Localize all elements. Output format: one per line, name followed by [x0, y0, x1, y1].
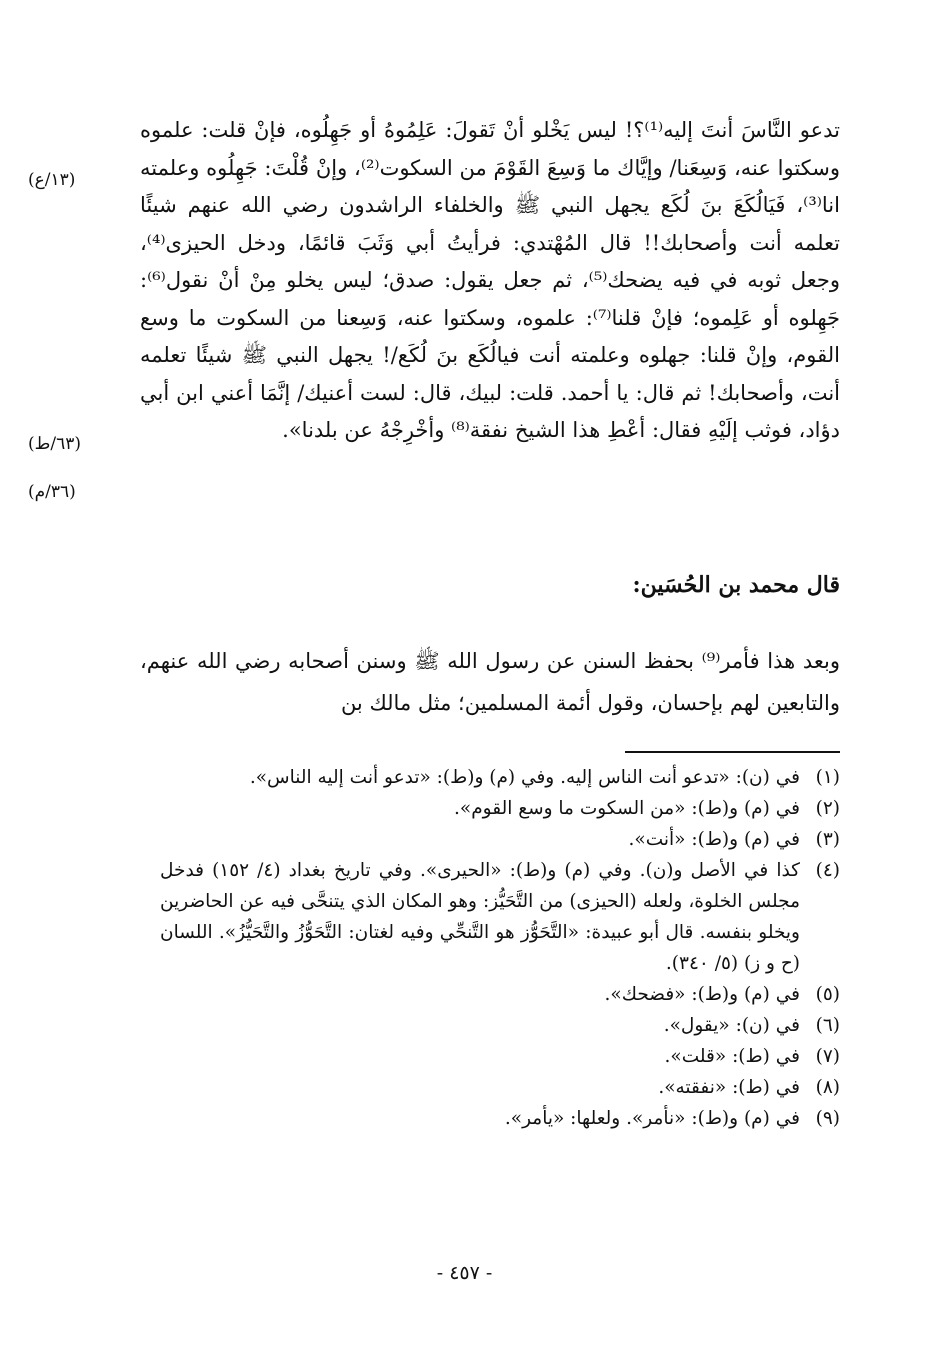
- footnote: [160, 824, 840, 855]
- footnote-number: (٢): [815, 798, 840, 819]
- footnote-text: في (ط): «نفقته».: [658, 1077, 800, 1098]
- footnote-text: في (م) و(ط): «من السكوت ما وسع القوم».: [454, 798, 800, 819]
- main-text-block: [140, 112, 840, 450]
- footnote-number: (٩): [815, 1108, 840, 1129]
- continuation-paragraph: وبعد هذا فأمر⁽⁹⁾ بحفظ السنن عن رسول الله ﷺ وسنن أصحابه رضي الله عنهم، والتابعين لهم بإحسان، وقول أئمة المسلمين؛ مثل مالك بن: [140, 649, 840, 715]
- footnote-text: في (ن): «يقول».: [663, 1015, 800, 1036]
- footnote: [160, 1041, 840, 1072]
- footnote: [160, 1103, 840, 1134]
- footnotes: [160, 762, 840, 1134]
- footnote: [160, 855, 840, 979]
- footnote-number: (٨): [815, 1077, 840, 1098]
- footnote-text: في (م) و(ط): «أنت».: [628, 829, 800, 850]
- body-paragraph: تدعو النَّاسَ أنتَ إليه⁽¹⁾؟! ليس يَخْلو أنْ تَقولَ: عَلِمُوهُ أو جَهِلُوه، فإنْ قلت: علموه وسكتوا عنه، وَسِعَنا/ وإيَّاك ما وَسِعَ القَوْمَ من السكوت⁽²⁾، وإنْ قُلْتَ: جَهِلُوه وعلمته انا⁽³⁾، فَيَالُكَعَ بنَ لُكَع يجهل النبي ﷺ والخلفاء الراشدون رضي الله عنهم شيئًا تعلمه أنت وأصحابك!! قال المُهْتدي: فرأيتُ أبي وَثَبَ قائمًا، ودخل الحيزى⁽⁴⁾، وجعل ثوبه في فيه يضحك⁽⁵⁾، ثم جعل يقول: صدق؛ ليس يخلو مِنْ أنْ نقول⁽⁶⁾: جَهِلوه أو عَلِموه؛ فإنْ قلنا⁽⁷⁾: علموه، وسكتوا عنه، وَسِعنا من السكوت ما وسع القوم، وإنْ قلنا: جهلوه وعلمته أنت فيالُكَع بنَ لُكَع/! يجهل النبي ﷺ شيئًا تعلمه أنت، وأصحابك! ثم قال: يا أحمد. قلت: لبيك، قال: لست أعنيك/ إنَّمَا أعني ابن أبي دؤاد، فوثب إلَيْهِ فقال: أعْطِ هذا الشيخ نفقة⁽⁸⁾ وأخْرِجْهُ عن بلدنا».: [140, 118, 840, 442]
- footnote-number: (٣): [815, 829, 840, 850]
- footnote-number: (٥): [815, 984, 840, 1005]
- margin-reference: (٣٦/م): [28, 482, 76, 502]
- footnote-divider: [625, 751, 840, 753]
- footnote-text: في (م) و(ط): «فضحك».: [604, 984, 800, 1005]
- footnote-text: كذا في الأصل و(ن). وفي (م) و(ط): «الحيرى». وفي تاريخ بغداد (٤/ ١٥٢) فدخل مجلس الخلوة، ولعله (الحيزى) من التَّحَيُّز: وهو المكان الذي يتنحَّى فيه عن الحاضرين ويخلو بنفسه. قال أبو عبيدة: «التَّحَوُّز هو التَّنحِّي وفيه لغتان: التَّحَوُّزُ والتَّحَيُّزُ». اللسان (ح و ز) (٥/ ٣٤٠).: [160, 860, 800, 974]
- margin-reference: (١٣/ع): [28, 170, 76, 190]
- footnote: [160, 979, 840, 1010]
- margin-reference: (٦٣/ط): [28, 434, 81, 454]
- footnote: [160, 1010, 840, 1041]
- footnote-number: (٧): [815, 1046, 840, 1067]
- footnote: [160, 762, 840, 793]
- footnote-number: (٦): [815, 1015, 840, 1036]
- footnote-number: (١): [815, 767, 840, 788]
- footnote-text: في (م) و(ط): «نأمر». ولعلها: «يأمر».: [504, 1108, 800, 1129]
- page-number: - ٤٥٧ -: [436, 1262, 493, 1284]
- section-heading: قال محمد بن الحُسَين:: [632, 572, 840, 598]
- footnote-text: في (ط): «قلت».: [664, 1046, 800, 1067]
- footnote-text: في (ن): «تدعو أنت الناس إليه. وفي (م) و(ط): «تدعو أنت إليه الناس».: [249, 767, 800, 788]
- footnote-number: (٤): [815, 860, 840, 881]
- footnote: [160, 793, 840, 824]
- footnote: [160, 1072, 840, 1103]
